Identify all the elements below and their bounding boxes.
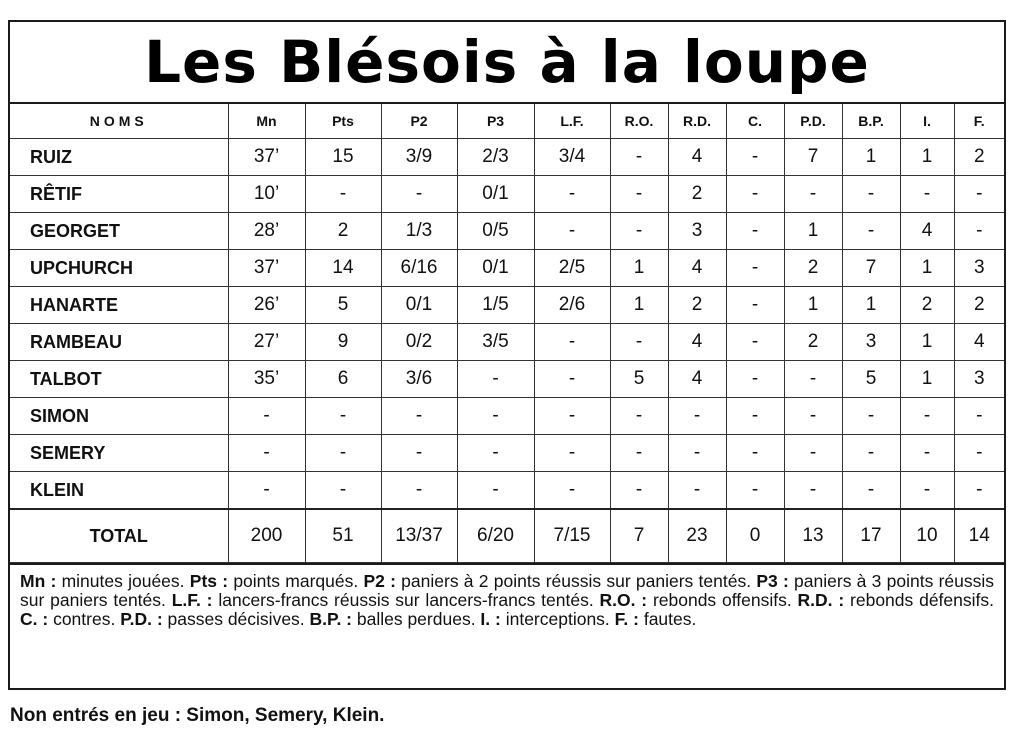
column-header: P2: [381, 104, 457, 139]
player-name: HANARTE: [10, 287, 228, 324]
stat-cell: -: [610, 213, 668, 250]
column-header: P.D.: [784, 104, 842, 139]
player-row: [10, 361, 1004, 398]
stats-table: [10, 104, 1004, 563]
stat-cell: 23: [668, 509, 726, 563]
stat-cell: 3/5: [457, 324, 534, 361]
stat-cell: 26’: [228, 287, 305, 324]
stat-cell: -: [457, 435, 534, 472]
stat-cell: 17: [842, 509, 900, 563]
stat-cell: 37’: [228, 139, 305, 176]
stat-cell: -: [668, 435, 726, 472]
player-row: [10, 139, 1004, 176]
player-row: [10, 287, 1004, 324]
stat-cell: 7: [842, 250, 900, 287]
stat-cell: -: [305, 435, 381, 472]
stat-cell: 13: [784, 509, 842, 563]
stat-cell: -: [534, 361, 610, 398]
stat-cell: 15: [305, 139, 381, 176]
player-row: [10, 398, 1004, 435]
legend: [10, 563, 1004, 629]
stat-cell: -: [305, 176, 381, 213]
stat-cell: -: [534, 213, 610, 250]
total-row: [10, 509, 1004, 563]
column-header: B.P.: [842, 104, 900, 139]
stat-cell: 6/20: [457, 509, 534, 563]
player-name: TALBOT: [10, 361, 228, 398]
stat-cell: 14: [305, 250, 381, 287]
stat-cell: -: [534, 435, 610, 472]
page-title: Les Blésois à la loupe: [10, 22, 1004, 104]
stat-cell: 1: [900, 324, 954, 361]
stat-cell: 2: [784, 250, 842, 287]
legend-text: minutes jouées.: [56, 571, 190, 591]
legend-abbr: P.D. :: [120, 609, 163, 629]
legend-abbr: F. :: [614, 609, 639, 629]
stat-cell: 37’: [228, 250, 305, 287]
stat-cell: -: [726, 139, 784, 176]
stat-cell: -: [668, 472, 726, 510]
stat-cell: -: [457, 398, 534, 435]
stat-cell: 9: [305, 324, 381, 361]
stat-cell: 14: [954, 509, 1004, 563]
stat-cell: 1: [842, 287, 900, 324]
player-name: RAMBEAU: [10, 324, 228, 361]
stat-cell: -: [457, 361, 534, 398]
player-row: [10, 250, 1004, 287]
stat-cell: -: [534, 176, 610, 213]
stat-cell: 1: [784, 213, 842, 250]
stat-cell: 2: [305, 213, 381, 250]
stat-cell: 4: [900, 213, 954, 250]
stat-cell: -: [954, 472, 1004, 510]
stat-cell: 2: [954, 139, 1004, 176]
stat-cell: 7/15: [534, 509, 610, 563]
stat-cell: 13/37: [381, 509, 457, 563]
column-header: Pts: [305, 104, 381, 139]
stat-cell: -: [954, 398, 1004, 435]
stat-cell: 4: [668, 361, 726, 398]
stat-cell: -: [784, 361, 842, 398]
stat-cell: 2/3: [457, 139, 534, 176]
stat-cell: 3: [954, 361, 1004, 398]
stat-cell: -: [305, 472, 381, 510]
stat-cell: -: [726, 398, 784, 435]
stat-cell: 2: [784, 324, 842, 361]
stat-cell: 7: [784, 139, 842, 176]
stat-cell: -: [784, 398, 842, 435]
stat-cell: -: [228, 472, 305, 510]
stat-cell: 5: [842, 361, 900, 398]
stat-cell: 0: [726, 509, 784, 563]
column-header: P3: [457, 104, 534, 139]
legend-abbr: P3 :: [756, 571, 789, 591]
total-label: TOTAL: [10, 509, 228, 563]
stat-cell: -: [954, 435, 1004, 472]
legend-text: lancers-francs réussis sur lancers-francs tentés.: [212, 590, 600, 610]
stat-cell: -: [610, 139, 668, 176]
footer-note: Non entrés en jeu : Simon, Semery, Klein.: [10, 705, 385, 726]
stat-cell: -: [457, 472, 534, 510]
stat-cell: 2: [668, 176, 726, 213]
stat-cell: 1: [900, 361, 954, 398]
stat-cell: -: [954, 176, 1004, 213]
stat-cell: -: [726, 176, 784, 213]
stat-cell: -: [842, 398, 900, 435]
player-name: RUIZ: [10, 139, 228, 176]
stat-cell: -: [726, 287, 784, 324]
stat-cell: 27’: [228, 324, 305, 361]
stat-cell: -: [784, 176, 842, 213]
stat-cell: 3/9: [381, 139, 457, 176]
player-name: KLEIN: [10, 472, 228, 510]
stat-cell: 1: [784, 287, 842, 324]
player-row: [10, 324, 1004, 361]
column-header: R.O.: [610, 104, 668, 139]
legend-text: paniers à 2 points réussis sur paniers tentés.: [395, 571, 757, 591]
stat-cell: -: [610, 435, 668, 472]
stat-cell: 1: [900, 250, 954, 287]
stat-cell: 3: [954, 250, 1004, 287]
legend-abbr: P2 :: [363, 571, 396, 591]
stat-cell: 200: [228, 509, 305, 563]
stat-cell: 10: [900, 509, 954, 563]
player-row: [10, 176, 1004, 213]
legend-abbr: L.F. :: [171, 590, 213, 610]
legend-abbr: I. :: [480, 609, 501, 629]
stat-cell: 35’: [228, 361, 305, 398]
stat-cell: -: [228, 398, 305, 435]
column-header: L.F.: [534, 104, 610, 139]
stat-cell: -: [381, 472, 457, 510]
stat-cell: 2/6: [534, 287, 610, 324]
stat-cell: -: [534, 472, 610, 510]
stat-cell: -: [726, 213, 784, 250]
legend-text: balles perdues.: [352, 609, 481, 629]
player-name: UPCHURCH: [10, 250, 228, 287]
legend-text: points marqués.: [228, 571, 364, 591]
stat-cell: -: [842, 213, 900, 250]
stat-cell: -: [610, 398, 668, 435]
stat-cell: 3/6: [381, 361, 457, 398]
legend-abbr: B.P. :: [309, 609, 352, 629]
stat-cell: 1: [842, 139, 900, 176]
stat-cell: 6/16: [381, 250, 457, 287]
stat-cell: 28’: [228, 213, 305, 250]
stat-cell: -: [305, 398, 381, 435]
legend-abbr: R.O. :: [599, 590, 648, 610]
stat-cell: -: [842, 176, 900, 213]
legend-abbr: Mn :: [20, 571, 57, 591]
player-row: [10, 213, 1004, 250]
player-name: RÊTIF: [10, 176, 228, 213]
stat-cell: 0/5: [457, 213, 534, 250]
stat-cell: -: [900, 472, 954, 510]
stat-cell: 4: [668, 324, 726, 361]
legend-abbr: R.D. :: [797, 590, 845, 610]
legend-text: fautes.: [638, 609, 697, 629]
stat-cell: -: [784, 435, 842, 472]
stat-cell: -: [534, 398, 610, 435]
legend-abbr: C. :: [20, 609, 49, 629]
stat-cell: -: [842, 435, 900, 472]
column-header: C.: [726, 104, 784, 139]
stat-cell: 0/1: [457, 250, 534, 287]
stats-box: [8, 20, 1006, 690]
stat-cell: 1: [610, 287, 668, 324]
stat-cell: 3: [842, 324, 900, 361]
legend-text: contres.: [48, 609, 121, 629]
legend-abbr: Pts :: [189, 571, 229, 591]
player-row: [10, 472, 1004, 510]
stat-cell: -: [668, 398, 726, 435]
stat-cell: 3: [668, 213, 726, 250]
legend-text: rebonds offensifs.: [647, 590, 798, 610]
stat-cell: 5: [610, 361, 668, 398]
stat-cell: 0/1: [457, 176, 534, 213]
stat-cell: 3/4: [534, 139, 610, 176]
stat-cell: -: [610, 176, 668, 213]
stat-cell: 1: [900, 139, 954, 176]
stat-cell: -: [900, 176, 954, 213]
stat-cell: 1/3: [381, 213, 457, 250]
stat-cell: 2: [954, 287, 1004, 324]
header-row: [10, 104, 1004, 139]
stat-cell: -: [726, 472, 784, 510]
stat-cell: 10’: [228, 176, 305, 213]
stat-cell: -: [842, 472, 900, 510]
stat-cell: 0/2: [381, 324, 457, 361]
column-header: I.: [900, 104, 954, 139]
stat-cell: 5: [305, 287, 381, 324]
stat-cell: 51: [305, 509, 381, 563]
stat-cell: -: [900, 435, 954, 472]
stat-cell: -: [381, 176, 457, 213]
stat-cell: 7: [610, 509, 668, 563]
stat-cell: -: [726, 324, 784, 361]
stat-cell: -: [534, 324, 610, 361]
stat-cell: -: [610, 472, 668, 510]
stat-cell: 1/5: [457, 287, 534, 324]
stat-cell: -: [954, 213, 1004, 250]
legend-text: rebonds défensifs.: [844, 590, 994, 610]
stat-cell: 2/5: [534, 250, 610, 287]
stat-cell: -: [784, 472, 842, 510]
legend-text: passes décisives.: [162, 609, 310, 629]
column-header: Mn: [228, 104, 305, 139]
stat-cell: 2: [900, 287, 954, 324]
legend-text: interceptions.: [500, 609, 615, 629]
player-name: GEORGET: [10, 213, 228, 250]
stat-cell: -: [381, 398, 457, 435]
legend-text: paniers à 3 points réussis sur paniers tentés.: [20, 571, 994, 610]
stat-cell: -: [726, 361, 784, 398]
stat-cell: -: [726, 435, 784, 472]
stat-cell: 0/1: [381, 287, 457, 324]
stat-cell: -: [610, 324, 668, 361]
stat-cell: 4: [668, 250, 726, 287]
stat-cell: -: [900, 398, 954, 435]
stat-cell: -: [381, 435, 457, 472]
column-header: R.D.: [668, 104, 726, 139]
column-header-noms: NOMS: [10, 104, 228, 139]
player-name: SEMERY: [10, 435, 228, 472]
column-header: F.: [954, 104, 1004, 139]
stat-cell: 4: [954, 324, 1004, 361]
stat-cell: 6: [305, 361, 381, 398]
stat-cell: 2: [668, 287, 726, 324]
stat-cell: -: [726, 250, 784, 287]
player-name: SIMON: [10, 398, 228, 435]
stat-cell: 1: [610, 250, 668, 287]
stat-cell: -: [228, 435, 305, 472]
stat-cell: 4: [668, 139, 726, 176]
player-row: [10, 435, 1004, 472]
